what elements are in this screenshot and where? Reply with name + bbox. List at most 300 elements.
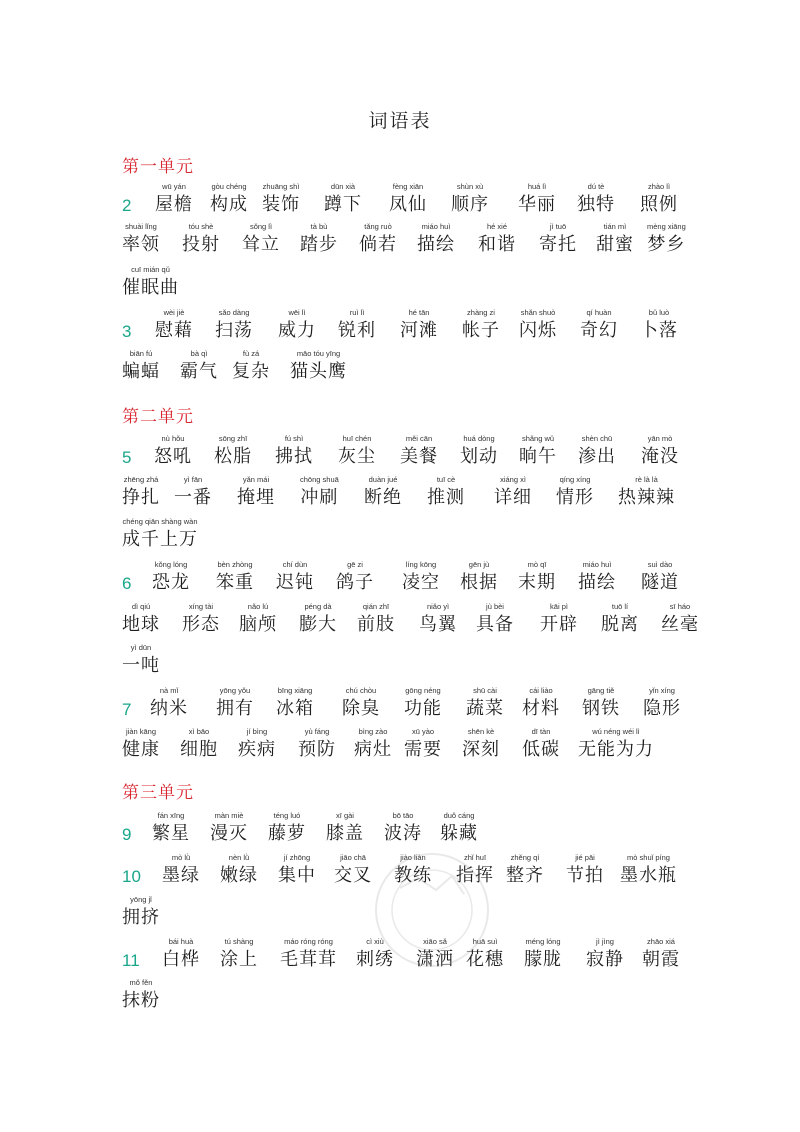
vocab-word bbox=[478, 221, 516, 257]
pinyin: jí bìng bbox=[246, 727, 268, 736]
vocab-word bbox=[466, 685, 504, 721]
pinyin: fù zá bbox=[242, 349, 260, 358]
pinyin: jiāo chā bbox=[340, 853, 366, 862]
vocab-word bbox=[402, 559, 440, 595]
vocab-word bbox=[460, 559, 498, 595]
vocab-word bbox=[155, 181, 193, 217]
vocab-word bbox=[220, 936, 258, 972]
hanzi: 寄托 bbox=[539, 234, 577, 255]
pinyin: wēi lì bbox=[288, 308, 306, 317]
pinyin: zhàng zi bbox=[467, 308, 495, 317]
hanzi: 蝙蝠 bbox=[122, 361, 160, 382]
pinyin: nà mǐ bbox=[159, 686, 179, 695]
pinyin: xī gài bbox=[336, 811, 354, 820]
hanzi: 凤仙 bbox=[389, 194, 427, 215]
hanzi: 潇洒 bbox=[416, 949, 454, 970]
hanzi: 低碳 bbox=[522, 739, 560, 760]
hanzi: 根据 bbox=[460, 572, 498, 593]
pinyin: cái liào bbox=[529, 686, 553, 695]
pinyin: fèng xiān bbox=[392, 182, 424, 191]
pinyin: huá lì bbox=[527, 182, 547, 191]
hanzi: 拥有 bbox=[216, 698, 254, 719]
vocab-word bbox=[232, 348, 270, 384]
vocab-word bbox=[150, 685, 188, 721]
vocab-word bbox=[326, 810, 364, 846]
vocab-word bbox=[122, 348, 160, 384]
pinyin: shùn xù bbox=[456, 182, 484, 191]
vocab-word bbox=[276, 685, 314, 721]
pinyin: sī háo bbox=[669, 602, 691, 611]
vocab-word bbox=[578, 726, 654, 762]
hanzi: 墨绿 bbox=[162, 865, 200, 886]
pinyin: gōng néng bbox=[405, 686, 441, 695]
pinyin: bīng xiāng bbox=[277, 686, 313, 695]
vocab-word bbox=[357, 601, 395, 637]
vocab-word bbox=[404, 685, 442, 721]
hanzi: 掩埋 bbox=[237, 487, 275, 508]
hanzi: 开辟 bbox=[540, 614, 578, 635]
hanzi: 迟钝 bbox=[276, 572, 314, 593]
hanzi: 无能为力 bbox=[578, 739, 654, 760]
word-line bbox=[122, 512, 682, 552]
vocab-word bbox=[122, 516, 198, 552]
vocab-word bbox=[641, 433, 679, 469]
pinyin: tà bù bbox=[310, 222, 328, 231]
hanzi: 一番 bbox=[174, 487, 212, 508]
pinyin: wū yán bbox=[162, 182, 186, 191]
pinyin: duǒ cáng bbox=[443, 811, 475, 820]
hanzi: 构成 bbox=[210, 194, 248, 215]
hanzi: 装饰 bbox=[262, 194, 300, 215]
word-line bbox=[122, 597, 699, 637]
pinyin: xíng tài bbox=[188, 602, 214, 611]
pinyin: qián zhī bbox=[362, 602, 390, 611]
pinyin: yān mò bbox=[647, 434, 673, 443]
vocab-word bbox=[162, 936, 200, 972]
hanzi: 白桦 bbox=[162, 949, 200, 970]
hanzi: 形态 bbox=[182, 614, 220, 635]
vocab-word bbox=[647, 221, 686, 257]
vocab-word bbox=[506, 852, 544, 888]
lesson-number: 11 bbox=[122, 951, 140, 970]
pinyin: chōng shuā bbox=[300, 475, 339, 484]
pinyin: xū yào bbox=[411, 727, 435, 736]
vocab-word bbox=[578, 433, 616, 469]
vocab-word bbox=[417, 221, 455, 257]
pinyin: gē zi bbox=[347, 560, 363, 569]
hanzi: 划动 bbox=[460, 446, 498, 467]
vocab-word bbox=[440, 810, 478, 846]
hanzi: 纳米 bbox=[150, 698, 188, 719]
vocab-word bbox=[404, 726, 442, 762]
hanzi: 松脂 bbox=[214, 446, 252, 467]
vocab-word bbox=[394, 852, 432, 888]
hanzi: 卜落 bbox=[640, 320, 678, 341]
vocab-word bbox=[180, 726, 218, 762]
hanzi: 鸟翼 bbox=[419, 614, 457, 635]
pinyin: máo róng róng bbox=[284, 937, 333, 946]
vocab-word bbox=[122, 601, 160, 637]
hanzi: 漫灭 bbox=[210, 823, 248, 844]
hanzi: 病灶 bbox=[354, 739, 392, 760]
word-line bbox=[122, 260, 682, 300]
vocab-word bbox=[400, 307, 438, 343]
pinyin: zhāo xiá bbox=[647, 937, 675, 946]
vocab-word bbox=[566, 852, 604, 888]
vocab-word bbox=[182, 601, 220, 637]
vocab-word bbox=[522, 685, 560, 721]
pinyin: gāng tiě bbox=[587, 686, 615, 695]
hanzi: 奇幻 bbox=[580, 320, 618, 341]
hanzi: 丝毫 bbox=[661, 614, 699, 635]
word-line bbox=[122, 722, 682, 762]
hanzi: 晌午 bbox=[519, 446, 557, 467]
pinyin: huī chén bbox=[342, 434, 372, 443]
hanzi: 毛茸茸 bbox=[280, 949, 337, 970]
pinyin: yǐn xíng bbox=[649, 686, 675, 695]
vocab-word bbox=[580, 307, 618, 343]
vocab-word bbox=[400, 433, 438, 469]
hanzi: 灰尘 bbox=[338, 446, 376, 467]
vocab-word bbox=[216, 559, 254, 595]
pinyin: mò shuǐ píng bbox=[627, 853, 670, 862]
pinyin: duàn jué bbox=[368, 475, 398, 484]
word-line bbox=[122, 932, 682, 972]
pinyin: wèi jiè bbox=[163, 308, 185, 317]
hanzi: 猫头鹰 bbox=[290, 361, 347, 382]
pinyin: zhēng zhá bbox=[123, 475, 159, 484]
hanzi: 交叉 bbox=[334, 865, 372, 886]
hanzi: 投射 bbox=[182, 234, 220, 255]
vocab-word bbox=[220, 852, 258, 888]
hanzi: 冲刷 bbox=[300, 487, 339, 508]
vocab-word bbox=[519, 307, 557, 343]
pinyin: màn miè bbox=[214, 811, 244, 820]
vocab-word bbox=[419, 601, 457, 637]
word-line bbox=[122, 681, 682, 721]
pinyin: jù bèi bbox=[486, 602, 504, 611]
vocab-word bbox=[122, 221, 160, 257]
pinyin: zhěng qí bbox=[510, 853, 540, 862]
pinyin: suì dào bbox=[647, 560, 673, 569]
hanzi: 推测 bbox=[427, 487, 465, 508]
pinyin: sǒng lì bbox=[249, 222, 273, 231]
hanzi: 抹粉 bbox=[122, 990, 160, 1011]
word-line bbox=[122, 217, 686, 257]
word-line bbox=[122, 470, 682, 510]
vocab-word bbox=[300, 474, 339, 510]
vocab-word bbox=[640, 307, 678, 343]
hanzi: 躲藏 bbox=[440, 823, 478, 844]
vocab-word bbox=[300, 221, 338, 257]
pinyin: shǎn shuò bbox=[520, 308, 556, 317]
pinyin: tuō lí bbox=[611, 602, 629, 611]
vocab-word bbox=[578, 559, 616, 595]
pinyin: yù fáng bbox=[304, 727, 330, 736]
pinyin: yì dūn bbox=[130, 643, 152, 652]
vocab-word bbox=[215, 307, 253, 343]
hanzi: 前肢 bbox=[357, 614, 395, 635]
vocab-word bbox=[122, 894, 160, 930]
vocab-word bbox=[237, 474, 275, 510]
hanzi: 膝盖 bbox=[326, 823, 364, 844]
hanzi: 疾病 bbox=[238, 739, 276, 760]
word-line bbox=[122, 555, 682, 595]
pinyin: líng kōng bbox=[405, 560, 437, 569]
hanzi: 指挥 bbox=[456, 865, 494, 886]
pinyin: hé tān bbox=[408, 308, 430, 317]
hanzi: 渗出 bbox=[578, 446, 616, 467]
pinyin: dú tè bbox=[587, 182, 605, 191]
pinyin: yōng yǒu bbox=[219, 686, 251, 695]
vocab-word bbox=[460, 433, 498, 469]
hanzi: 锐利 bbox=[338, 320, 376, 341]
vocab-word bbox=[451, 181, 489, 217]
hanzi: 照例 bbox=[640, 194, 678, 215]
vocab-word bbox=[540, 601, 578, 637]
pinyin: cì xiù bbox=[366, 937, 384, 946]
vocab-word bbox=[640, 181, 678, 217]
hanzi: 成千上万 bbox=[122, 529, 198, 550]
vocab-word bbox=[618, 474, 675, 510]
pinyin: méng lóng bbox=[525, 937, 561, 946]
pinyin: xiáng xì bbox=[500, 475, 526, 484]
pinyin: dì qiú bbox=[131, 602, 151, 611]
lesson-number: 7 bbox=[122, 700, 132, 719]
hanzi: 拥挤 bbox=[122, 907, 160, 928]
hanzi: 耸立 bbox=[242, 234, 280, 255]
hanzi: 怒吼 bbox=[154, 446, 192, 467]
hanzi: 甜蜜 bbox=[596, 234, 634, 255]
hanzi: 和谐 bbox=[478, 234, 516, 255]
vocab-word bbox=[596, 221, 634, 257]
pinyin: māo tóu yīng bbox=[296, 349, 341, 358]
word-line bbox=[122, 177, 682, 217]
vocab-word bbox=[239, 601, 277, 637]
hanzi: 脑颅 bbox=[239, 614, 277, 635]
hanzi: 拂拭 bbox=[275, 446, 313, 467]
vocab-word bbox=[278, 307, 316, 343]
hanzi: 蹲下 bbox=[324, 194, 362, 215]
pinyin: jí zhōng bbox=[283, 853, 311, 862]
hanzi: 脱离 bbox=[601, 614, 639, 635]
vocab-word bbox=[290, 348, 347, 384]
hanzi: 节拍 bbox=[566, 865, 604, 886]
hanzi: 膨大 bbox=[299, 614, 337, 635]
pinyin: rè là là bbox=[635, 475, 658, 484]
vocab-word bbox=[524, 936, 562, 972]
vocab-word bbox=[174, 474, 212, 510]
pinyin: sǎo dàng bbox=[218, 308, 250, 317]
pinyin: bà qì bbox=[190, 349, 208, 358]
vocab-word bbox=[577, 181, 615, 217]
unit-title: 第三单元 bbox=[122, 783, 194, 803]
vocab-word bbox=[242, 221, 280, 257]
vocab-word bbox=[299, 601, 337, 637]
vocab-word bbox=[336, 559, 374, 595]
pinyin: huā suì bbox=[472, 937, 498, 946]
unit-title: 第一单元 bbox=[122, 157, 194, 177]
vocab-word bbox=[642, 936, 680, 972]
hanzi: 华丽 bbox=[518, 194, 556, 215]
hanzi: 朝霞 bbox=[642, 949, 680, 970]
hanzi: 倘若 bbox=[359, 234, 397, 255]
pinyin: mò lǜ bbox=[171, 853, 191, 862]
vocab-word bbox=[182, 221, 220, 257]
lesson-number: 3 bbox=[122, 322, 132, 341]
pinyin: niǎo yì bbox=[426, 602, 450, 611]
hanzi: 扫荡 bbox=[215, 320, 253, 341]
pinyin: shēn kè bbox=[467, 727, 495, 736]
vocab-word bbox=[522, 726, 560, 762]
vocab-word bbox=[661, 601, 699, 637]
hanzi: 冰箱 bbox=[276, 698, 314, 719]
pinyin: qí huàn bbox=[586, 308, 612, 317]
pinyin: zhǐ huī bbox=[463, 853, 487, 862]
lesson-number: 9 bbox=[122, 825, 132, 844]
vocab-word bbox=[384, 810, 422, 846]
pinyin: miáo huì bbox=[421, 222, 451, 231]
word-line bbox=[122, 638, 682, 678]
pinyin: huá dòng bbox=[463, 434, 495, 443]
vocab-word bbox=[324, 181, 362, 217]
pinyin: bái huà bbox=[168, 937, 194, 946]
pinyin: bǔ luò bbox=[648, 308, 670, 317]
vocab-word bbox=[466, 936, 504, 972]
pinyin: tuī cè bbox=[436, 475, 456, 484]
hanzi: 凌空 bbox=[402, 572, 440, 593]
pinyin: jì jìng bbox=[596, 937, 614, 946]
pinyin: yōng jǐ bbox=[130, 895, 152, 904]
hanzi: 踏步 bbox=[300, 234, 338, 255]
vocab-word bbox=[354, 726, 392, 762]
hanzi: 花穗 bbox=[466, 949, 504, 970]
hanzi: 地球 bbox=[122, 614, 160, 635]
hanzi: 屋檐 bbox=[155, 194, 193, 215]
hanzi: 断绝 bbox=[364, 487, 402, 508]
hanzi: 细胞 bbox=[180, 739, 218, 760]
vocab-word bbox=[238, 726, 276, 762]
pinyin: yì fān bbox=[183, 475, 203, 484]
lesson-number: 2 bbox=[122, 196, 132, 215]
pinyin: bìng zào bbox=[358, 727, 388, 736]
pinyin: shǎng wǔ bbox=[521, 434, 555, 443]
pinyin: měi cān bbox=[405, 434, 433, 443]
word-line bbox=[122, 848, 682, 888]
pinyin: shuài lǐng bbox=[125, 222, 157, 231]
pinyin: yǎn mái bbox=[242, 475, 270, 484]
hanzi: 描绘 bbox=[417, 234, 455, 255]
vocab-word bbox=[216, 685, 254, 721]
pinyin: téng luó bbox=[273, 811, 301, 820]
hanzi: 预防 bbox=[298, 739, 336, 760]
hanzi: 描绘 bbox=[578, 572, 616, 593]
vocab-word bbox=[278, 852, 316, 888]
vocab-word bbox=[643, 685, 681, 721]
pinyin: péng dà bbox=[304, 602, 332, 611]
vocab-word bbox=[122, 977, 160, 1013]
pinyin: nù hǒu bbox=[161, 434, 185, 443]
hanzi: 热辣辣 bbox=[618, 487, 675, 508]
pinyin: shū cài bbox=[473, 686, 497, 695]
hanzi: 钢铁 bbox=[582, 698, 620, 719]
pinyin: dī tàn bbox=[531, 727, 551, 736]
pinyin: fú shì bbox=[284, 434, 304, 443]
vocab-word bbox=[518, 559, 556, 595]
word-line bbox=[122, 890, 682, 930]
hanzi: 具备 bbox=[476, 614, 514, 635]
hanzi: 除臭 bbox=[342, 698, 380, 719]
pinyin: jì tuō bbox=[549, 222, 567, 231]
hanzi: 深刻 bbox=[462, 739, 500, 760]
vocab-word bbox=[462, 307, 500, 343]
vocab-word bbox=[601, 601, 639, 637]
hanzi: 闪烁 bbox=[519, 320, 557, 341]
vocab-word bbox=[214, 433, 252, 469]
pinyin: qíng xíng bbox=[559, 475, 591, 484]
pinyin: kǒng lóng bbox=[154, 560, 188, 569]
hanzi: 美餐 bbox=[400, 446, 438, 467]
vocab-word bbox=[338, 433, 376, 469]
lesson-number: 5 bbox=[122, 448, 132, 467]
pinyin: shèn chū bbox=[581, 434, 613, 443]
pinyin: mèng xiāng bbox=[647, 222, 686, 231]
pinyin: tóu shè bbox=[188, 222, 214, 231]
hanzi: 波涛 bbox=[384, 823, 422, 844]
vocab-word bbox=[122, 726, 160, 762]
vocab-word bbox=[641, 559, 679, 595]
pinyin: nèn lǜ bbox=[228, 853, 250, 862]
vocab-word bbox=[359, 221, 397, 257]
hanzi: 整齐 bbox=[506, 865, 544, 886]
vocab-word bbox=[416, 936, 454, 972]
pinyin: tǎng ruò bbox=[364, 222, 392, 231]
pinyin: jiào liàn bbox=[400, 853, 426, 862]
hanzi: 需要 bbox=[404, 739, 442, 760]
vocab-word bbox=[122, 264, 179, 300]
hanzi: 慰藉 bbox=[155, 320, 193, 341]
vocab-word bbox=[364, 474, 402, 510]
word-line bbox=[122, 973, 682, 1013]
hanzi: 蔬菜 bbox=[466, 698, 504, 719]
vocab-word bbox=[275, 433, 313, 469]
hanzi: 率领 bbox=[122, 234, 160, 255]
pinyin: biān fú bbox=[129, 349, 153, 358]
hanzi: 繁星 bbox=[152, 823, 190, 844]
pinyin: hé xié bbox=[486, 222, 507, 231]
hanzi: 复杂 bbox=[232, 361, 270, 382]
vocab-word bbox=[620, 852, 677, 888]
pinyin: chéng qiān shàng wàn bbox=[122, 517, 198, 526]
word-line bbox=[122, 429, 682, 469]
pinyin: sōng zhī bbox=[218, 434, 248, 443]
hanzi: 功能 bbox=[404, 698, 442, 719]
vocab-word bbox=[155, 307, 193, 343]
hanzi: 梦乡 bbox=[647, 234, 686, 255]
word-line bbox=[122, 806, 682, 846]
pinyin: bèn zhòng bbox=[217, 560, 253, 569]
hanzi: 催眠曲 bbox=[122, 277, 179, 298]
pinyin: jiàn kāng bbox=[125, 727, 157, 736]
pinyin: tián mì bbox=[603, 222, 627, 231]
hanzi: 淹没 bbox=[641, 446, 679, 467]
vocab-word bbox=[298, 726, 336, 762]
hanzi: 集中 bbox=[278, 865, 316, 886]
hanzi: 刺绣 bbox=[356, 949, 394, 970]
hanzi: 隧道 bbox=[641, 572, 679, 593]
hanzi: 涂上 bbox=[220, 949, 258, 970]
vocab-word bbox=[342, 685, 380, 721]
